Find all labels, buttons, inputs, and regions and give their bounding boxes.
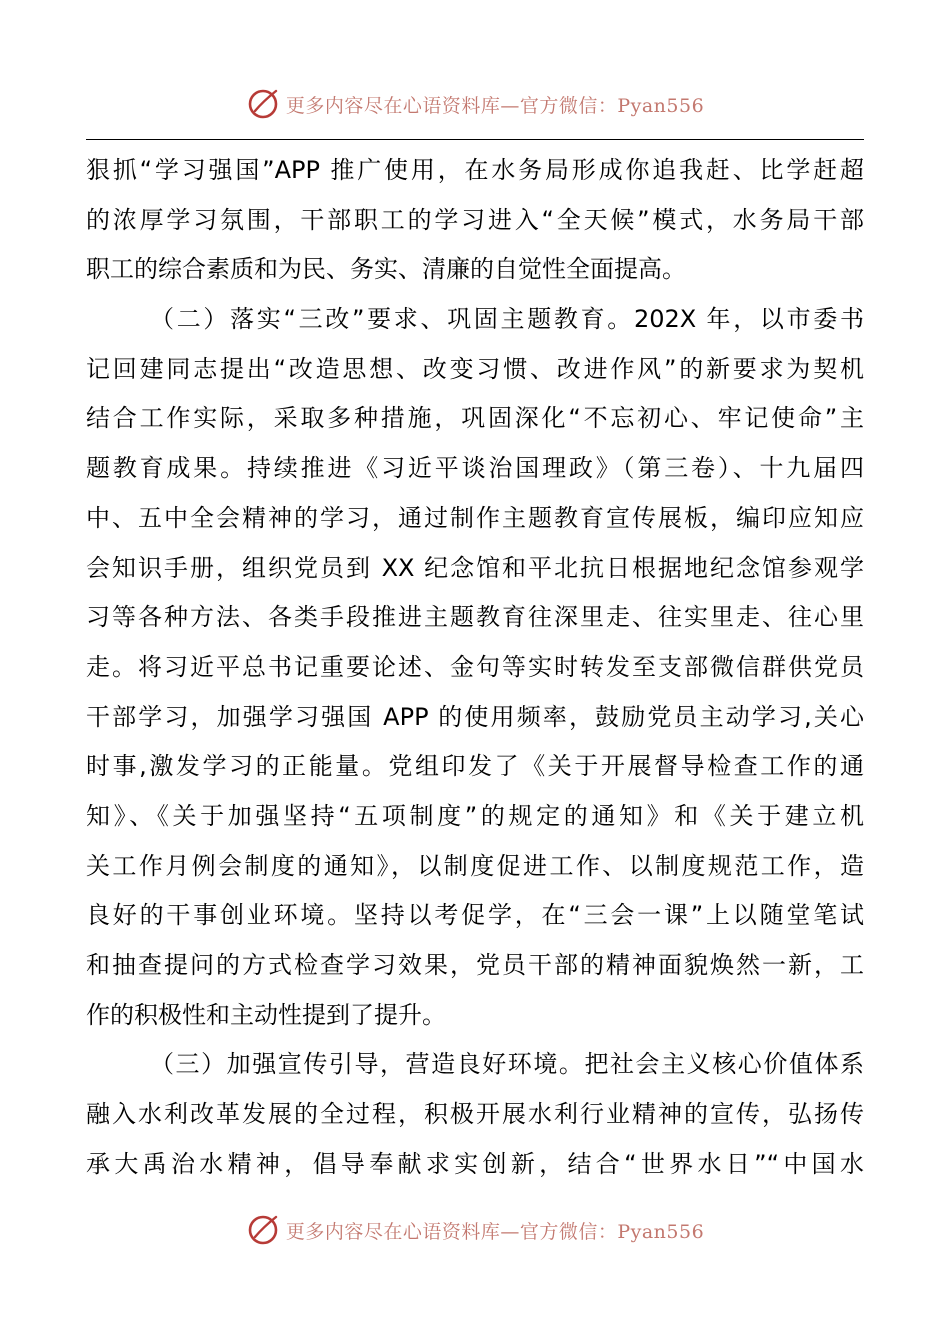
header-banner — [0, 84, 950, 124]
body-line: 融入水利改革发展的全过程，积极开展水利行业精神的宣传，弘扬传 — [86, 1100, 864, 1129]
paragraph-start-line: （二）落实“三改”要求、巩固主题教育。202X 年，以市委书 — [150, 305, 864, 334]
banner-text: 更多内容尽在心语资料库—官方微信：Pyan556 — [285, 1220, 705, 1243]
body-line: 狠抓“学习强国”APP 推广使用，在水务局形成你追我赶、比学赶超 — [86, 156, 864, 184]
body-line: 作的积极性和主动性提到了提升。 — [86, 1000, 446, 1029]
body-line: 良好的干事创业环境。坚持以考促学，在“三会一课”上以随堂笔试 — [86, 901, 864, 930]
footer-banner — [0, 1210, 950, 1250]
quill-logo-icon — [246, 87, 280, 121]
body-line: 记回建同志提出“改造思想、改变习惯、改进作风”的新要求为契机 — [86, 354, 864, 383]
body-line: 职工的综合素质和为民、务实、清廉的自觉性全面提高。 — [86, 255, 686, 284]
body-line: 关工作月例会制度的通知》，以制度促进工作、以制度规范工作，造 — [86, 851, 864, 880]
body-line: 习等各种方法、各类手段推进主题教育往深里走、往实里走、往心里 — [86, 603, 864, 632]
body-line: 时事,激发学习的正能量。党组印发了《关于开展督导检查工作的通 — [86, 752, 864, 781]
document-body — [86, 146, 864, 1189]
body-line: 和抽查提问的方式检查学习效果，党员干部的精神面貌焕然一新，工 — [86, 951, 864, 979]
body-line: 承大禹治水精神，倡导奉献求实创新，结合“世界水日”“中国水 — [86, 1149, 864, 1178]
quill-logo-icon — [246, 1213, 280, 1247]
body-line: 走。将习近平总书记重要论述、金句等实时转发至支部微信群供党员 — [86, 652, 864, 681]
body-line: 会知识手册，组织党员到 XX 纪念馆和平北抗日根据地纪念馆参观学 — [86, 553, 864, 582]
body-line: 干部学习，加强学习强国 APP 的使用频率，鼓励党员主动学习,关心 — [86, 702, 864, 731]
body-line: 知》、《关于加强坚持“五项制度”的规定的通知》和《关于建立机 — [86, 801, 864, 830]
body-line: 中、五中全会精神的学习，通过制作主题教育宣传展板，编印应知应 — [86, 503, 864, 532]
paragraph-start-line: （三）加强宣传引导，营造良好环境。把社会主义核心价值体系 — [150, 1050, 864, 1079]
body-line: 结合工作实际，采取多种措施，巩固深化“不忘初心、牢记使命”主 — [86, 404, 864, 433]
body-line: 题教育成果。持续推进《习近平谈治国理政》（第三卷）、十九届四 — [86, 454, 864, 483]
header-rule — [86, 139, 864, 140]
body-line: 的浓厚学习氛围，干部职工的学习进入“全天候”模式，水务局干部 — [86, 205, 864, 234]
banner-text: 更多内容尽在心语资料库—官方微信：Pyan556 — [285, 94, 705, 117]
